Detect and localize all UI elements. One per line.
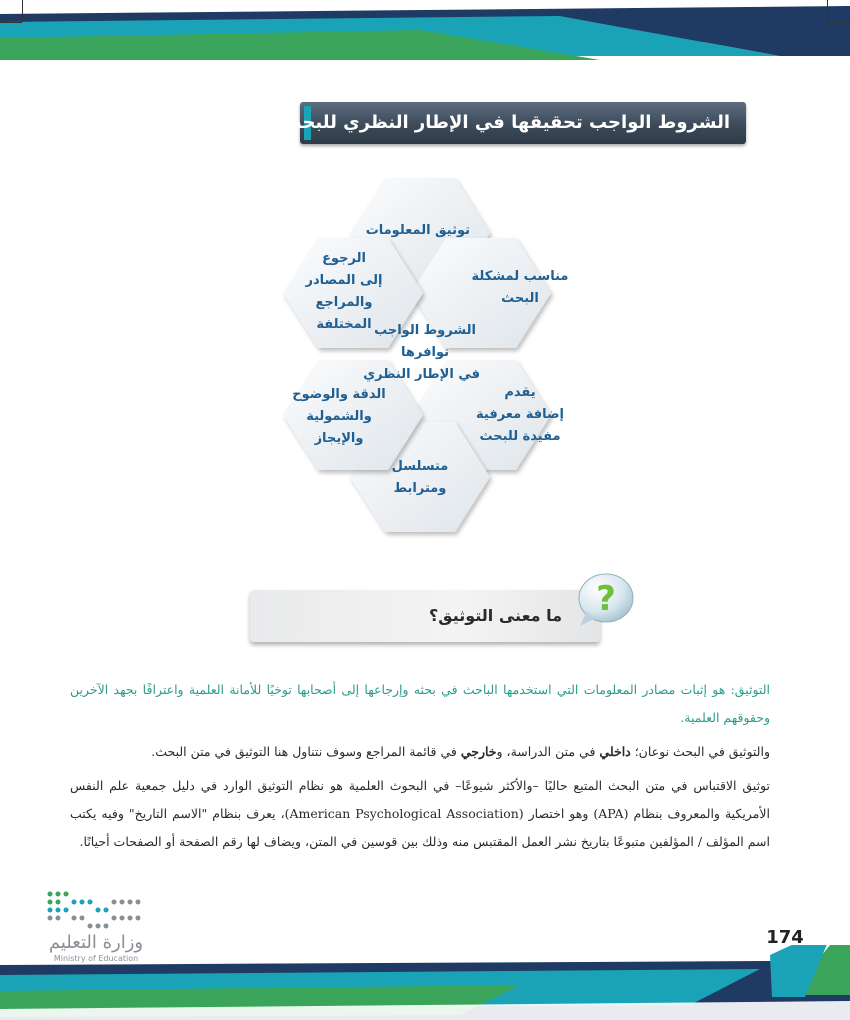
- crop-mark: [827, 0, 828, 22]
- logo-arabic-text: وزارة التعليم: [48, 932, 144, 953]
- hex-line: إضافة معرفية: [476, 407, 564, 422]
- hex-item-adds-knowledge: [468, 382, 572, 448]
- hex-line: والشمولية: [306, 409, 372, 424]
- question-text: ما معنى التوثيق؟: [428, 606, 562, 625]
- bottom-banner: [0, 945, 850, 1020]
- hex-line: إلى المصادر: [305, 273, 383, 288]
- hex-line: والإيجاز: [314, 431, 364, 446]
- apa-paragraph: توثيق الاقتباس في متن البحث المتبع حاليًا –والأكثر شيوعًا– في البحوث العلمية هو نظام التوثيق الوارد في دليل جمعية علم النفس الأمريكية والمعروف بنظام (APA) وهو اختصار (American Psychological Association)، يعرف بنظام "الاسم التاريخ" وفيه يكتب اسم المؤلف / المؤلفين متبوعًا بتاريخ نشر العمل المقتبس منه وذلك بين قوسين في المتن، ويضاف لها رقم الصفحة أو الصفحات أحيانًا.: [70, 778, 770, 849]
- hex-item-accuracy-clarity: [284, 384, 394, 450]
- hexagon-diagram: [270, 170, 570, 540]
- hex-line: والمراجع: [315, 295, 373, 310]
- hex-line: في الإطار النظري: [363, 367, 480, 382]
- text-run: في قائمة المراجع وسوف نتناول هنا التوثيق في متن البحث.: [151, 744, 461, 759]
- crop-mark: [0, 22, 22, 23]
- crop-mark: [828, 22, 850, 23]
- top-banner: [0, 0, 850, 60]
- hex-line: البحث: [501, 291, 539, 306]
- hex-center-label: [363, 320, 480, 386]
- question-bubble-icon: [572, 568, 638, 630]
- hex-line: توثيق المعلومات: [365, 223, 470, 238]
- body-text: [70, 676, 770, 862]
- hex-item-information-documentation: [365, 220, 470, 242]
- definition-paragraph: التوثيق: هو إثبات مصادر المعلومات التي استخدمها الباحث في بحثه وإرجاعها إلى أصحابها توخيًا للأمانة العلمية واعترافًا بجهد الآخرين وحقوقهم العلمية.: [70, 682, 770, 725]
- page-number: 174: [766, 927, 804, 948]
- hex-line: الرجوع: [322, 251, 366, 266]
- hex-line: مفيدة للبحث: [479, 429, 561, 444]
- crop-mark: [22, 0, 23, 22]
- external-term: خارجي: [460, 744, 497, 759]
- internal-term: داخلي: [599, 744, 631, 759]
- text-run: في متن الدراسة، و: [496, 744, 600, 759]
- hex-line: الشروط الواجب: [374, 323, 476, 338]
- question-box: [250, 590, 600, 642]
- section-title-bar: [276, 102, 746, 144]
- logo-english-text: Ministry of Education: [53, 954, 139, 963]
- hex-line: متسلسل: [391, 459, 449, 474]
- hex-line: الدقة والوضوح: [292, 387, 386, 402]
- hex-line: المختلفة: [316, 317, 372, 332]
- svg-text:?: ?: [596, 579, 616, 619]
- logo-dots-icon: [40, 886, 152, 932]
- hex-line: ومترابط: [393, 481, 447, 496]
- hex-line: توافرها: [401, 345, 449, 360]
- hex-item-suits-problem: [470, 266, 570, 310]
- hex-line: مناسب لمشكلة: [471, 269, 569, 284]
- types-paragraph: [70, 738, 770, 766]
- hex-line: يقدم: [504, 385, 536, 400]
- text-run: والتوثيق في البحث نوعان؛: [630, 744, 770, 759]
- hex-item-sequential-coherent: [370, 456, 470, 500]
- section-title: الشروط الواجب تحقيقها في الإطار النظري للبحث:: [276, 112, 730, 133]
